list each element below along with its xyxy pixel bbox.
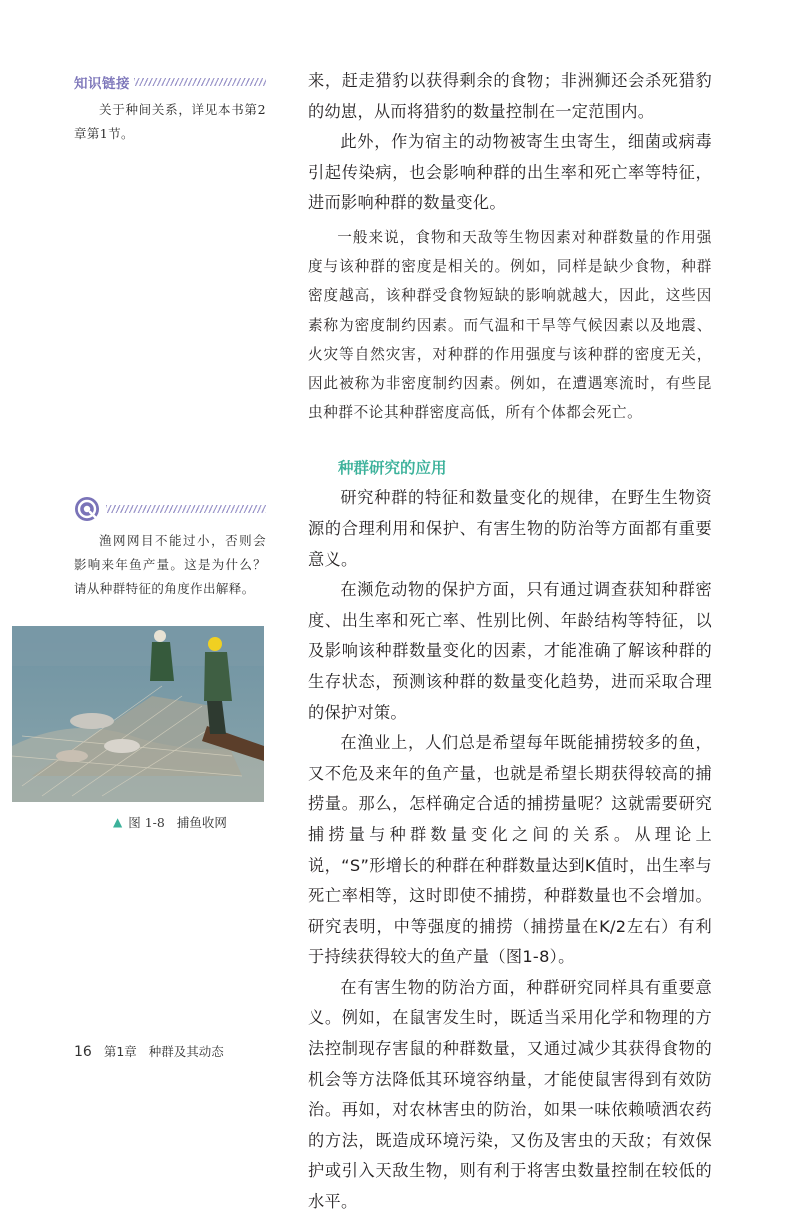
section-heading: 种群研究的应用 bbox=[338, 459, 447, 478]
question-note bbox=[74, 495, 266, 601]
knowledge-link-header bbox=[74, 72, 266, 92]
question-text: 渔网网目不能过小，否则会影响来年鱼产量。这是为什么？请从种群特征的角度作出解释。 bbox=[74, 533, 266, 596]
chapter-title: 种群及其动态 bbox=[148, 1044, 224, 1059]
fishing-photo-illustration bbox=[12, 626, 264, 802]
decorative-hatch bbox=[106, 505, 266, 513]
figure-caption-text: 捕鱼收网 bbox=[176, 815, 227, 830]
paragraph-1: 来，赶走猎豹以获得剩余的食物；非洲狮还会杀死猎豹的幼崽，从而将猎豹的数量控制在一定范围内。 bbox=[308, 71, 712, 121]
knowledge-link-text: 关于种间关系，详见本书第2章第1节。 bbox=[74, 102, 266, 141]
knowledge-link-note bbox=[74, 72, 266, 146]
figure-caption bbox=[113, 813, 227, 831]
paragraph-2: 此外，作为宿主的动物被寄生虫寄生，细菌或病毒引起传染病，也会影响种群的出生率和死亡率等特征，进而影响种群的数量变化。 bbox=[308, 132, 712, 213]
triangle-icon: ▲ bbox=[113, 815, 123, 829]
paragraph-7: 在有害生物的防治方面，种群研究同样具有重要意义。例如，在鼠害发生时，既适当采用化学和物理的方法控制现存害鼠的种群数量，又通过减少其获得食物的机会等方法降低其环境容纳量，才能使鼠害得到有效防治。再如，对农林害虫的防治，如果一味依赖喷洒农药的方法，既造成环境污染，又伤及害虫的天敌；有效保护或引入天敌生物，则有利于将害虫数量控制在较低的水平。 bbox=[308, 977, 712, 1212]
fishing-photo bbox=[12, 626, 264, 802]
paragraph-3: 一般来说，食物和天敌等生物因素对种群数量的作用强度与该种群的密度是相关的。例如，同样是缺少食物，种群密度越高，该种群受食物短缺的影响就越大，因此，这些因素称为密度制约因素。而气温和干旱等气候因素以及地震、火灾等自然灾害，对种群的作用强度与该种群的密度无关，因此被称为非密度制约因素。例如，在遭遇寒流时，有些昆虫种群不论其种群密度高低，所有个体都会死亡。 bbox=[308, 228, 712, 422]
knowledge-link-title: 知识链接 bbox=[74, 76, 130, 92]
decorative-hatch bbox=[134, 78, 266, 86]
page-footer bbox=[74, 1042, 224, 1060]
page-number: 16 bbox=[74, 1044, 92, 1060]
paragraph-6: 在渔业上，人们总是希望每年既能捕捞较多的鱼，又不危及来年的鱼产量，也就是希望长期获得较高的捕捞量。那么，怎样确定合适的捕捞量呢？这就需要研究捕捞量与种群数量变化之间的关系。从理论上说，“S”形增长的种群在种群数量达到K值时，出生率与死亡率相等，这时即使不捕捞，种群数量也不会增加。研究表明，中等强度的捕捞（捕捞量在K/2左右）有利于持续获得较大的鱼产量（图1-8）。 bbox=[308, 733, 712, 967]
chapter-label: 第1章 bbox=[103, 1044, 137, 1059]
paragraph-5: 在濒危动物的保护方面，只有通过调查获知种群密度、出生率和死亡率、性别比例、年龄结构等特征，以及影响该种群数量变化的因素，才能准确了解该种群的生存状态，预测该种群的数量变化趋势，进而采取合理的保护对策。 bbox=[308, 580, 712, 722]
question-icon bbox=[74, 496, 100, 522]
question-header bbox=[74, 495, 266, 523]
paragraph-4: 研究种群的特征和数量变化的规律，在野生生物资源的合理利用和保护、有害生物的防治等方面都有重要意义。 bbox=[308, 488, 712, 569]
main-text-column bbox=[308, 66, 712, 1218]
figure-number: 图 1-8 bbox=[128, 815, 165, 830]
